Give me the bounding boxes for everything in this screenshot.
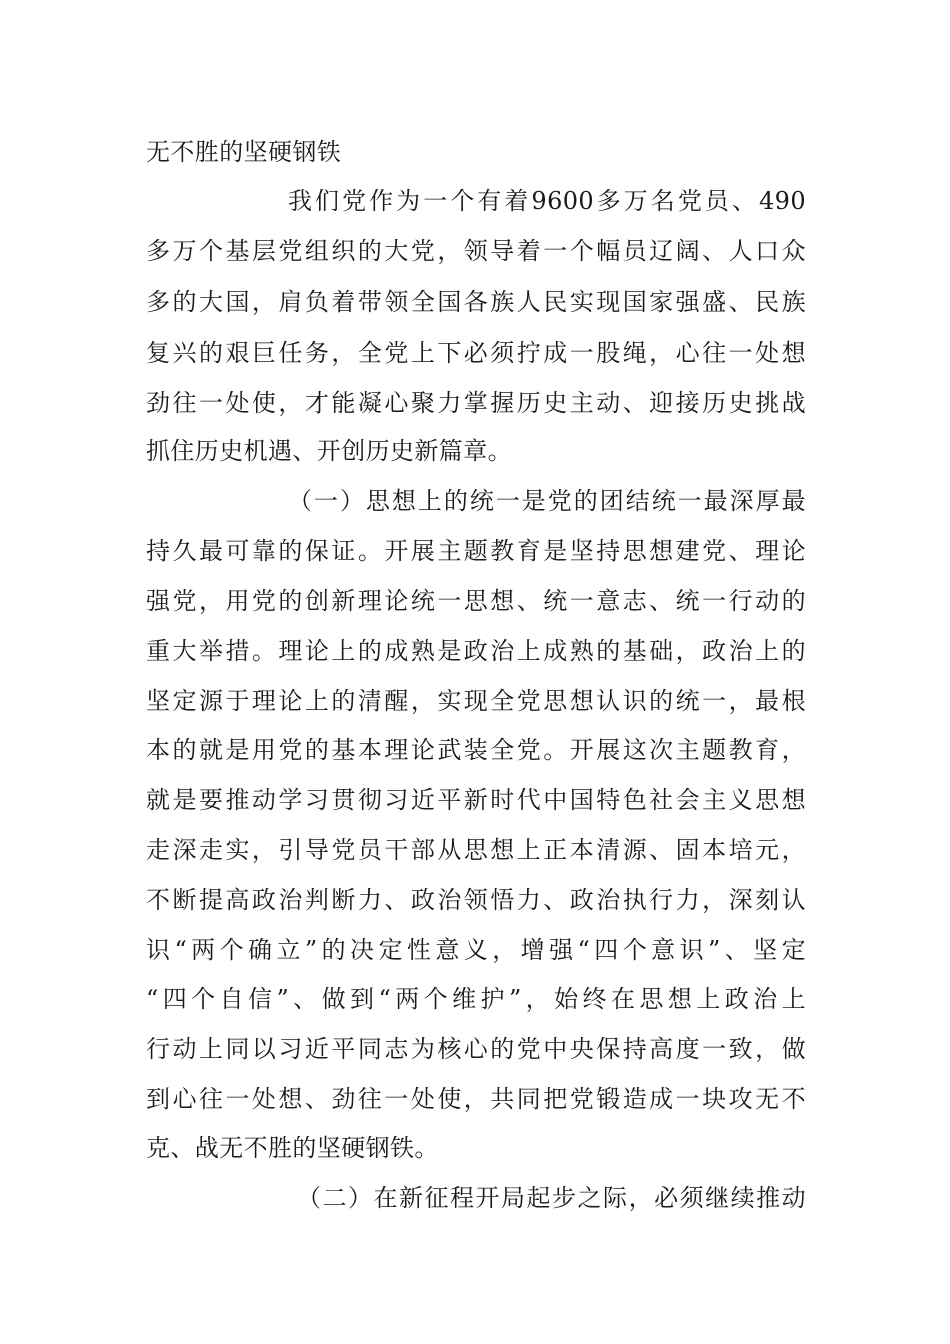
text-line: 识“两个确立”的决定性意义，增强“四个意识”、坚定	[146, 936, 806, 964]
text-line: 坚定源于理论上的清醒，实现全党思想认识的统一，最根	[146, 687, 806, 715]
text-line: 行动上同以习近平同志为核心的党中央保持高度一致，做	[146, 1035, 806, 1063]
text-line: 重大举措。理论上的成熟是政治上成熟的基础，政治上的	[146, 637, 806, 665]
text-line: 克、战无不胜的坚硬钢铁。	[146, 1134, 439, 1162]
text-line: 抓住历史机遇、开创历史新篇章。	[146, 437, 512, 465]
text-line: 走深走实，引导党员干部从思想上正本清源、固本培元，	[146, 836, 806, 864]
text-line: 就是要推动学习贯彻习近平新时代中国特色社会主义思想	[146, 786, 806, 814]
text-line: 到心往一处想、劲往一处使，共同把党锻造成一块攻无不	[146, 1085, 806, 1113]
paragraph-start: 我们党作为一个有着9600多万名党员、490	[288, 187, 806, 215]
text-line: 持久最可靠的保证。开展主题教育是坚持思想建党、理论	[146, 537, 806, 565]
text-line: 无不胜的坚硬钢铁	[146, 138, 342, 166]
text-line: 复兴的艰巨任务，全党上下必须拧成一股绳，心往一处想	[146, 339, 806, 367]
text-line: 不断提高政治判断力、政治领悟力、政治执行力，深刻认	[146, 886, 806, 914]
text-line: 劲往一处使，才能凝心聚力掌握历史主动、迎接历史挑战	[146, 389, 806, 417]
text-line: 多万个基层党组织的大党，领导着一个幅员辽阔、人口众	[146, 237, 806, 265]
text-line: 多的大国，肩负着带领全国各族人民实现国家强盛、民族	[146, 288, 806, 316]
text-line: 本的就是用党的基本理论武装全党。开展这次主题教育，	[146, 736, 806, 764]
text-line: “四个自信”、做到“两个维护”，始终在思想上政治上	[146, 985, 806, 1013]
text-line: 强党，用党的创新理论统一思想、统一意志、统一行动的	[146, 587, 806, 615]
section-heading-1: （一）思想上的统一是党的团结统一最深厚最	[288, 487, 806, 515]
section-heading-2: （二）在新征程开局起步之际，必须继续推动	[297, 1184, 806, 1212]
